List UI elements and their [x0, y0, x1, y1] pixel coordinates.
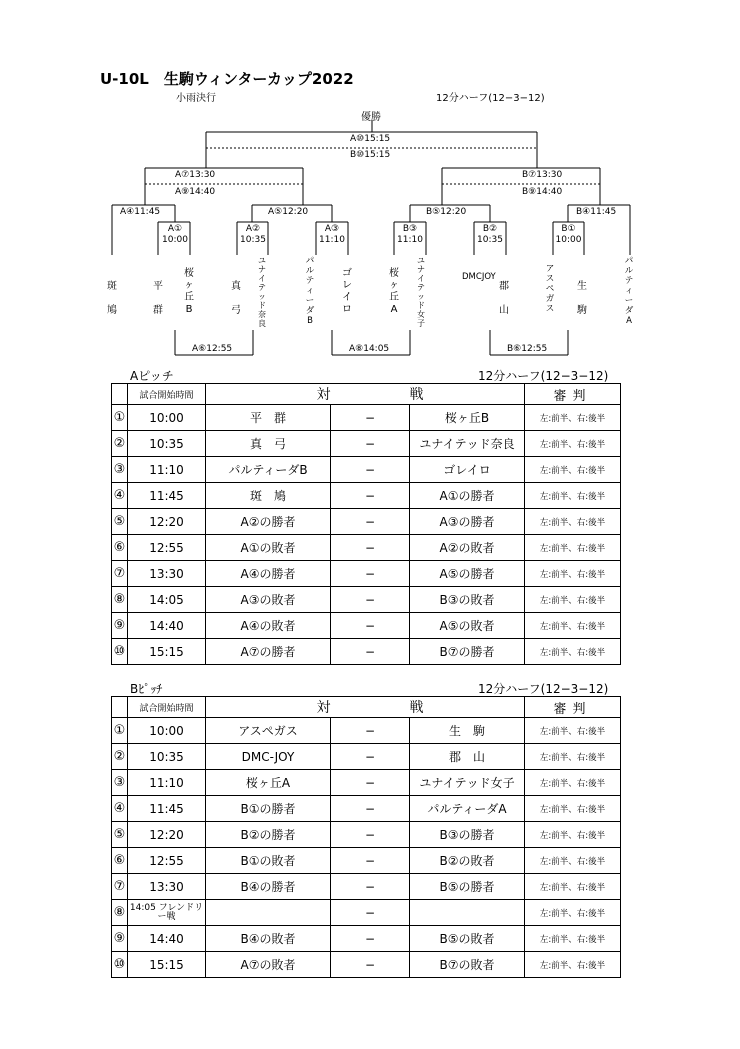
match-b2: B② 10:35 — [477, 224, 503, 245]
table-row: ④ 11:45 B①の勝者 − パルティーダA 左:前半、右:後半 — [112, 796, 621, 822]
pitch-b-label: Bﾋﾟｯﾁ — [130, 682, 163, 696]
match-a3: A③ 11:10 — [319, 224, 345, 245]
col-match-1: 対 — [206, 697, 331, 718]
match-b1: B① 10:00 — [555, 224, 582, 245]
col-match-2: 戦 — [410, 384, 525, 405]
table-row: ⑥ 12:55 A①の敗者 − A②の敗者 左:前半、右:後半 — [112, 535, 621, 561]
team-united-joshi: ユナイテッド女子 — [417, 256, 425, 328]
team-ikoma: 生駒 — [577, 281, 587, 316]
team-heguri: 平群 — [153, 281, 163, 316]
match-a2: A② 10:35 — [240, 224, 266, 245]
match-b4: B④11:45 — [576, 207, 617, 217]
col-ref: 審判 — [525, 384, 621, 405]
table-row: ⑦ 13:30 B④の勝者 − B⑤の勝者 左:前半、右:後半 — [112, 874, 621, 900]
winner-label: 優勝 — [361, 112, 381, 123]
table-row: ① 10:00 アスペガス − 生 駒 左:前半、右:後半 — [112, 718, 621, 744]
col-ref: 審判 — [525, 697, 621, 718]
match-a6: A⑥12:55 — [192, 344, 233, 354]
team-dmc-joy: DMCJOY — [462, 272, 496, 282]
match-a5: A⑤12:20 — [268, 207, 309, 217]
table-row: ⑥ 12:55 B①の敗者 − B②の敗者 左:前半、右:後半 — [112, 848, 621, 874]
pitch-a-label: Aピッチ — [130, 369, 174, 383]
table-row: ③ 11:10 パルティーダB − ゴレイロ 左:前半、右:後半 — [112, 457, 621, 483]
table-row: ⑧ 14:05 フレンドリー戦 − 左:前半、右:後半 — [112, 900, 621, 926]
table-row: ⑧ 14:05 A③の敗者 − B③の敗者 左:前半、右:後半 — [112, 587, 621, 613]
team-united-nara: ユナイテッド奈良 — [258, 256, 266, 328]
table-row: ⑤ 12:20 A②の勝者 − A③の勝者 左:前半、右:後半 — [112, 509, 621, 535]
table-row: ① 10:00 平 群 − 桜ヶ丘B 左:前半、右:後半 — [112, 405, 621, 431]
table-row: ⑦ 13:30 A④の勝者 − A⑤の勝者 左:前半、右:後半 — [112, 561, 621, 587]
team-partida-b: パルティーダB — [305, 256, 315, 326]
match-a1: A① 10:00 — [162, 224, 188, 245]
match-b5: B⑤12:20 — [426, 207, 467, 217]
table-row: ⑩ 15:15 A⑦の敗者 − B⑦の敗者 左:前半、右:後半 — [112, 952, 621, 978]
final-match-a10: A⑩15:15 — [350, 134, 391, 144]
pitch-a-half: 12分ハーフ(12−3−12) — [478, 369, 609, 383]
table-row: ⑩ 15:15 A⑦の勝者 − B⑦の勝者 左:前半、右:後半 — [112, 639, 621, 665]
team-sakuragaoka-a: 桜ヶ丘A — [389, 268, 399, 315]
team-goleiro: ゴレイロ — [342, 268, 352, 315]
col-match-2: 戦 — [410, 697, 525, 718]
table-row: ⑨ 14:40 A④の敗者 − A⑤の敗者 左:前半、右:後半 — [112, 613, 621, 639]
table-row: ④ 11:45 斑 鳩 − A①の勝者 左:前半、右:後半 — [112, 483, 621, 509]
team-aspegas: アスペガス — [545, 264, 555, 314]
pitch-a-table — [111, 383, 621, 665]
col-match-1: 対 — [206, 384, 331, 405]
match-b7: B⑦13:30 — [522, 170, 563, 180]
match-b9: B⑨14:40 — [522, 187, 563, 197]
table-row: ⑨ 14:40 B④の敗者 − B⑤の敗者 左:前半、右:後半 — [112, 926, 621, 952]
table-header — [112, 697, 621, 718]
team-partida-a: パルティーダA — [624, 256, 634, 326]
match-a8: A⑧14:05 — [349, 344, 390, 354]
team-mayumi: 真弓 — [231, 281, 241, 316]
match-a7: A⑦13:30 — [175, 170, 216, 180]
col-time: 試合開始時間 — [128, 384, 206, 405]
match-a4: A④11:45 — [120, 207, 161, 217]
pitch-b-half: 12分ハーフ(12−3−12) — [478, 682, 609, 696]
table-row: ⑤ 12:20 B②の勝者 − B③の勝者 左:前半、右:後半 — [112, 822, 621, 848]
table-row: ③ 11:10 桜ヶ丘A − ユナイテッド女子 左:前半、右:後半 — [112, 770, 621, 796]
team-sakuragaoka-b: 桜ヶ丘B — [184, 268, 194, 315]
page-title: U-10L 生駒ウィンターカップ2022 — [100, 70, 354, 88]
half-note: 12分ハーフ(12−3−12) — [436, 93, 545, 104]
table-row: ② 10:35 DMC-JOY − 郡 山 左:前半、右:後半 — [112, 744, 621, 770]
rain-note: 小雨決行 — [176, 93, 216, 104]
match-b3: B③ 11:10 — [397, 224, 423, 245]
match-a9: A⑨14:40 — [175, 187, 216, 197]
col-time: 試合開始時間 — [128, 697, 206, 718]
team-koriyama: 郡山 — [499, 281, 509, 316]
table-row: ② 10:35 真 弓 − ユナイテッド奈良 左:前半、右:後半 — [112, 431, 621, 457]
final-match-b10: B⑩15:15 — [350, 150, 391, 160]
team-ikaruga: 斑鳩 — [107, 281, 117, 316]
table-header — [112, 384, 621, 405]
match-b6: B⑥12:55 — [507, 344, 548, 354]
pitch-b-table — [111, 696, 621, 978]
